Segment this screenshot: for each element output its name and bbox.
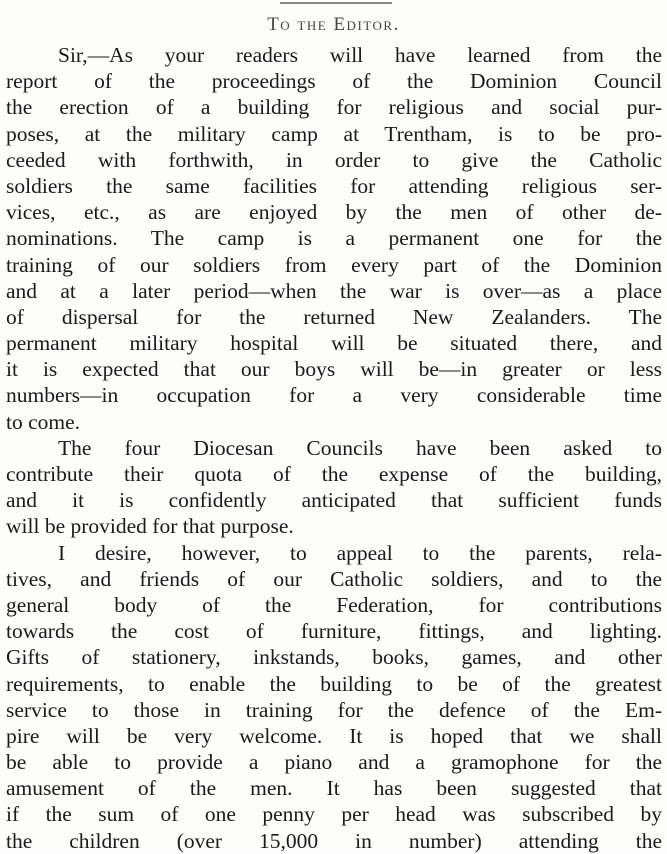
text-line: to come. xyxy=(6,409,81,434)
text-line: soldiers the same facilities for attending religious ser- xyxy=(6,173,662,198)
text-line: Gifts of stationery, inkstands, books, games, and other xyxy=(6,645,662,670)
letter-body xyxy=(6,42,662,854)
text-line: requirements, to enable the building to be of the greatest xyxy=(6,671,662,696)
top-rule-divider xyxy=(280,2,392,4)
text-line: pire will be very welcome. It is hoped that we shall xyxy=(6,723,662,748)
text-line: poses, at the military camp at Trentham, is to be pro- xyxy=(6,121,662,146)
text-line: training of our soldiers from every part of the Dominion xyxy=(6,252,662,277)
text-line: The four Diocesan Councils have been asked to xyxy=(58,435,662,460)
text-line: and at a later period—when the war is over—as a place xyxy=(6,278,662,303)
text-line: report of the proceedings of the Dominion Council xyxy=(6,69,662,94)
text-line: ceeded with forthwith, in order to give the Catholic xyxy=(6,147,662,172)
text-line: if the sum of one penny per head was subscribed by xyxy=(6,802,662,827)
text-line: the children (over 15,000 in number) attending the xyxy=(6,828,662,853)
text-line: tives, and friends of our Catholic soldiers, and to the xyxy=(6,566,662,591)
text-line: permanent military hospital will be situated there, and xyxy=(6,331,662,356)
text-line: general body of the Federation, for contributions xyxy=(6,592,662,617)
text-line: towards the cost of furniture, fittings, and lighting. xyxy=(6,619,662,644)
text-line: Sir,—As your readers will have learned from the xyxy=(58,43,662,67)
text-line: contribute their quota of the expense of the building, xyxy=(6,462,662,486)
text-line: will be provided for that purpose. xyxy=(6,514,294,539)
text-line: numbers—in occupation for a very considerable time xyxy=(6,383,662,408)
text-line: service to those in training for the defence of the Em- xyxy=(6,697,662,722)
text-line: I desire, however, to appeal to the parents, rela- xyxy=(58,540,662,565)
text-line: it is expected that our boys will be—in greater or less xyxy=(6,357,662,382)
text-line: amusement of the men. It has been suggested that xyxy=(6,776,662,801)
text-line: the erection of a building for religious and social pur- xyxy=(6,95,662,120)
text-line: of dispersal for the returned New Zealanders. The xyxy=(6,304,662,329)
text-line: be able to provide a piano and a gramophone for the xyxy=(6,750,662,775)
letter-heading: To the Editor. xyxy=(267,14,400,35)
text-line: nominations. The camp is a permanent one for the xyxy=(6,226,662,251)
text-line: and it is confidently anticipated that sufficient funds xyxy=(6,488,662,513)
text-line: vices, etc., as are enjoyed by the men of other de- xyxy=(6,200,662,225)
